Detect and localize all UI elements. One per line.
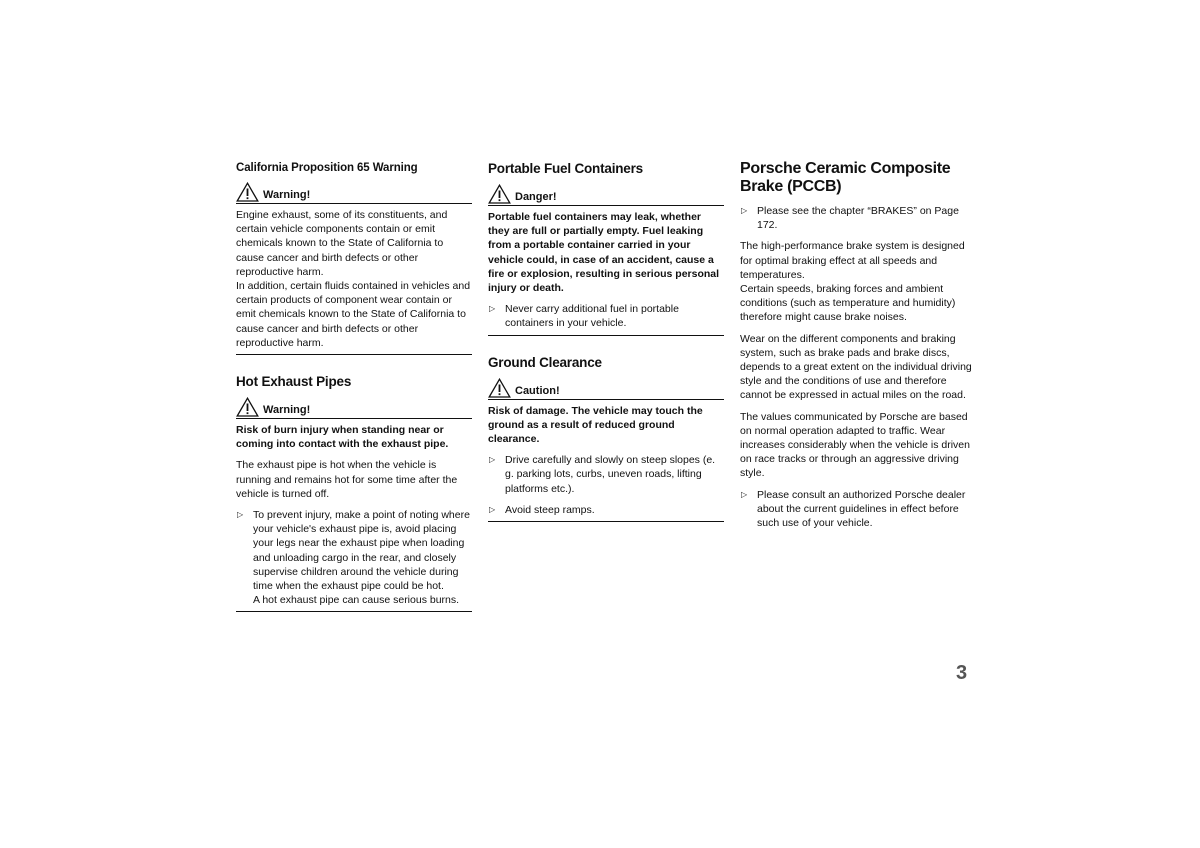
bullet-triangle-icon: ▷ xyxy=(741,489,748,499)
warning-triangle-icon xyxy=(488,184,511,204)
caution-label: Caution! xyxy=(515,384,560,397)
warning-triangle-icon xyxy=(488,378,511,398)
list-item xyxy=(740,204,976,232)
column-prop65 xyxy=(236,160,472,612)
pccb-title: Porsche Ceramic Composite Brake (PCCB) xyxy=(740,160,951,195)
chapter-reference: Please see the chapter “BRAKES” on Page 172. xyxy=(757,205,959,232)
bullet-text: Please consult an authorized Porsche dealer about the current guidelines in effect before such use of your vehicle. xyxy=(757,488,966,530)
caution-header xyxy=(488,378,724,400)
section-divider xyxy=(488,521,724,522)
list-item xyxy=(236,508,472,607)
bullet-text: Drive carefully and slowly on steep slopes (e. g. parking lots, curbs, uneven roads, lifting platforms etc.). xyxy=(505,454,716,495)
pccb-text-3: Wear on the different components and braking system, such as brake pads and brake discs, depends to a great extent on the individual driving style and the conditions of use and therefore cannot be expressed in actual miles on the road. xyxy=(740,332,972,402)
bullet-note: A hot exhaust pipe can cause serious burns. xyxy=(253,594,460,607)
list-item xyxy=(488,453,724,496)
ground-risk-text: Risk of damage. The vehicle may touch the ground as a result of reduced ground clearance. xyxy=(488,404,703,446)
pccb-text-2: Certain speeds, braking forces and ambient conditions (such as temperature and humidity) therefore might cause brake noises. xyxy=(740,283,956,324)
warning-triangle-icon xyxy=(236,397,259,417)
ground-clearance-title: Ground Clearance xyxy=(488,354,602,370)
warning-header xyxy=(236,182,472,204)
prop65-text-2: In addition, certain fluids contained in vehicles and certain products of component wear contain or emit chemicals known to the State of California to cause cancer and birth defects or other reproductive harm. xyxy=(236,280,471,349)
fuel-danger-text: Portable fuel containers may leak, whether they are full or partially empty. Fuel leaking from a portable container carried in your vehicle could, in case of an accident, cause a fire or explosion, resulting in serious personal injury or death. xyxy=(488,211,720,295)
column-pccb xyxy=(740,160,976,530)
pccb-text-1: The high-performance brake system is designed for optimal braking effect at all speeds and temperatures. xyxy=(740,240,965,281)
prop65-text-1: Engine exhaust, some of its constituents, and certain vehicle components contain or emit chemicals known to the State of California to cause cancer and birth defects or other reproductive harm. xyxy=(236,209,448,278)
warning-triangle-icon xyxy=(236,182,259,202)
hot-exhaust-title: Hot Exhaust Pipes xyxy=(236,374,352,390)
burn-risk-text: Risk of burn injury when standing near or coming into contact with the exhaust pipe. xyxy=(236,424,449,451)
bullet-triangle-icon: ▷ xyxy=(489,304,496,314)
prop65-title: California Proposition 65 Warning xyxy=(236,162,418,174)
column-fuel-ground xyxy=(488,160,724,522)
fuel-containers-title: Portable Fuel Containers xyxy=(488,161,643,176)
bullet-triangle-icon: ▷ xyxy=(489,455,496,465)
bullet-text: Avoid steep ramps. xyxy=(505,503,595,516)
bullet-triangle-icon: ▷ xyxy=(741,206,748,215)
bullet-text: Never carry additional fuel in portable containers in your vehicle. xyxy=(505,303,679,330)
warning-label: Warning! xyxy=(263,404,311,417)
list-item xyxy=(740,488,976,531)
pccb-text-4: The values communicated by Porsche are based on normal operation adapted to traffic. Wear increases considerably when the vehicle is driven on race tracks or through an aggressive driving style. xyxy=(740,410,970,480)
section-divider xyxy=(236,611,472,612)
exhaust-hot-text: The exhaust pipe is hot when the vehicle is running and remains hot for some time after the vehicle is turned off. xyxy=(236,459,458,500)
list-item xyxy=(488,503,724,517)
danger-label: Danger! xyxy=(515,191,557,203)
warning-header xyxy=(236,397,472,419)
warning-label: Warning! xyxy=(263,189,311,201)
list-item xyxy=(488,302,724,330)
bullet-triangle-icon: ▷ xyxy=(237,510,244,520)
page-number: 3 xyxy=(956,662,968,684)
bullet-text: To prevent injury, make a point of noting where your vehicle's exhaust pipe is, avoid placing your legs near the exhaust pipe when loading and unloading cargo in the rear, and closely supervise children around the vehicle during time when the exhaust pipe could be hot. xyxy=(253,509,470,593)
bullet-triangle-icon: ▷ xyxy=(489,504,496,514)
danger-header xyxy=(488,184,724,206)
